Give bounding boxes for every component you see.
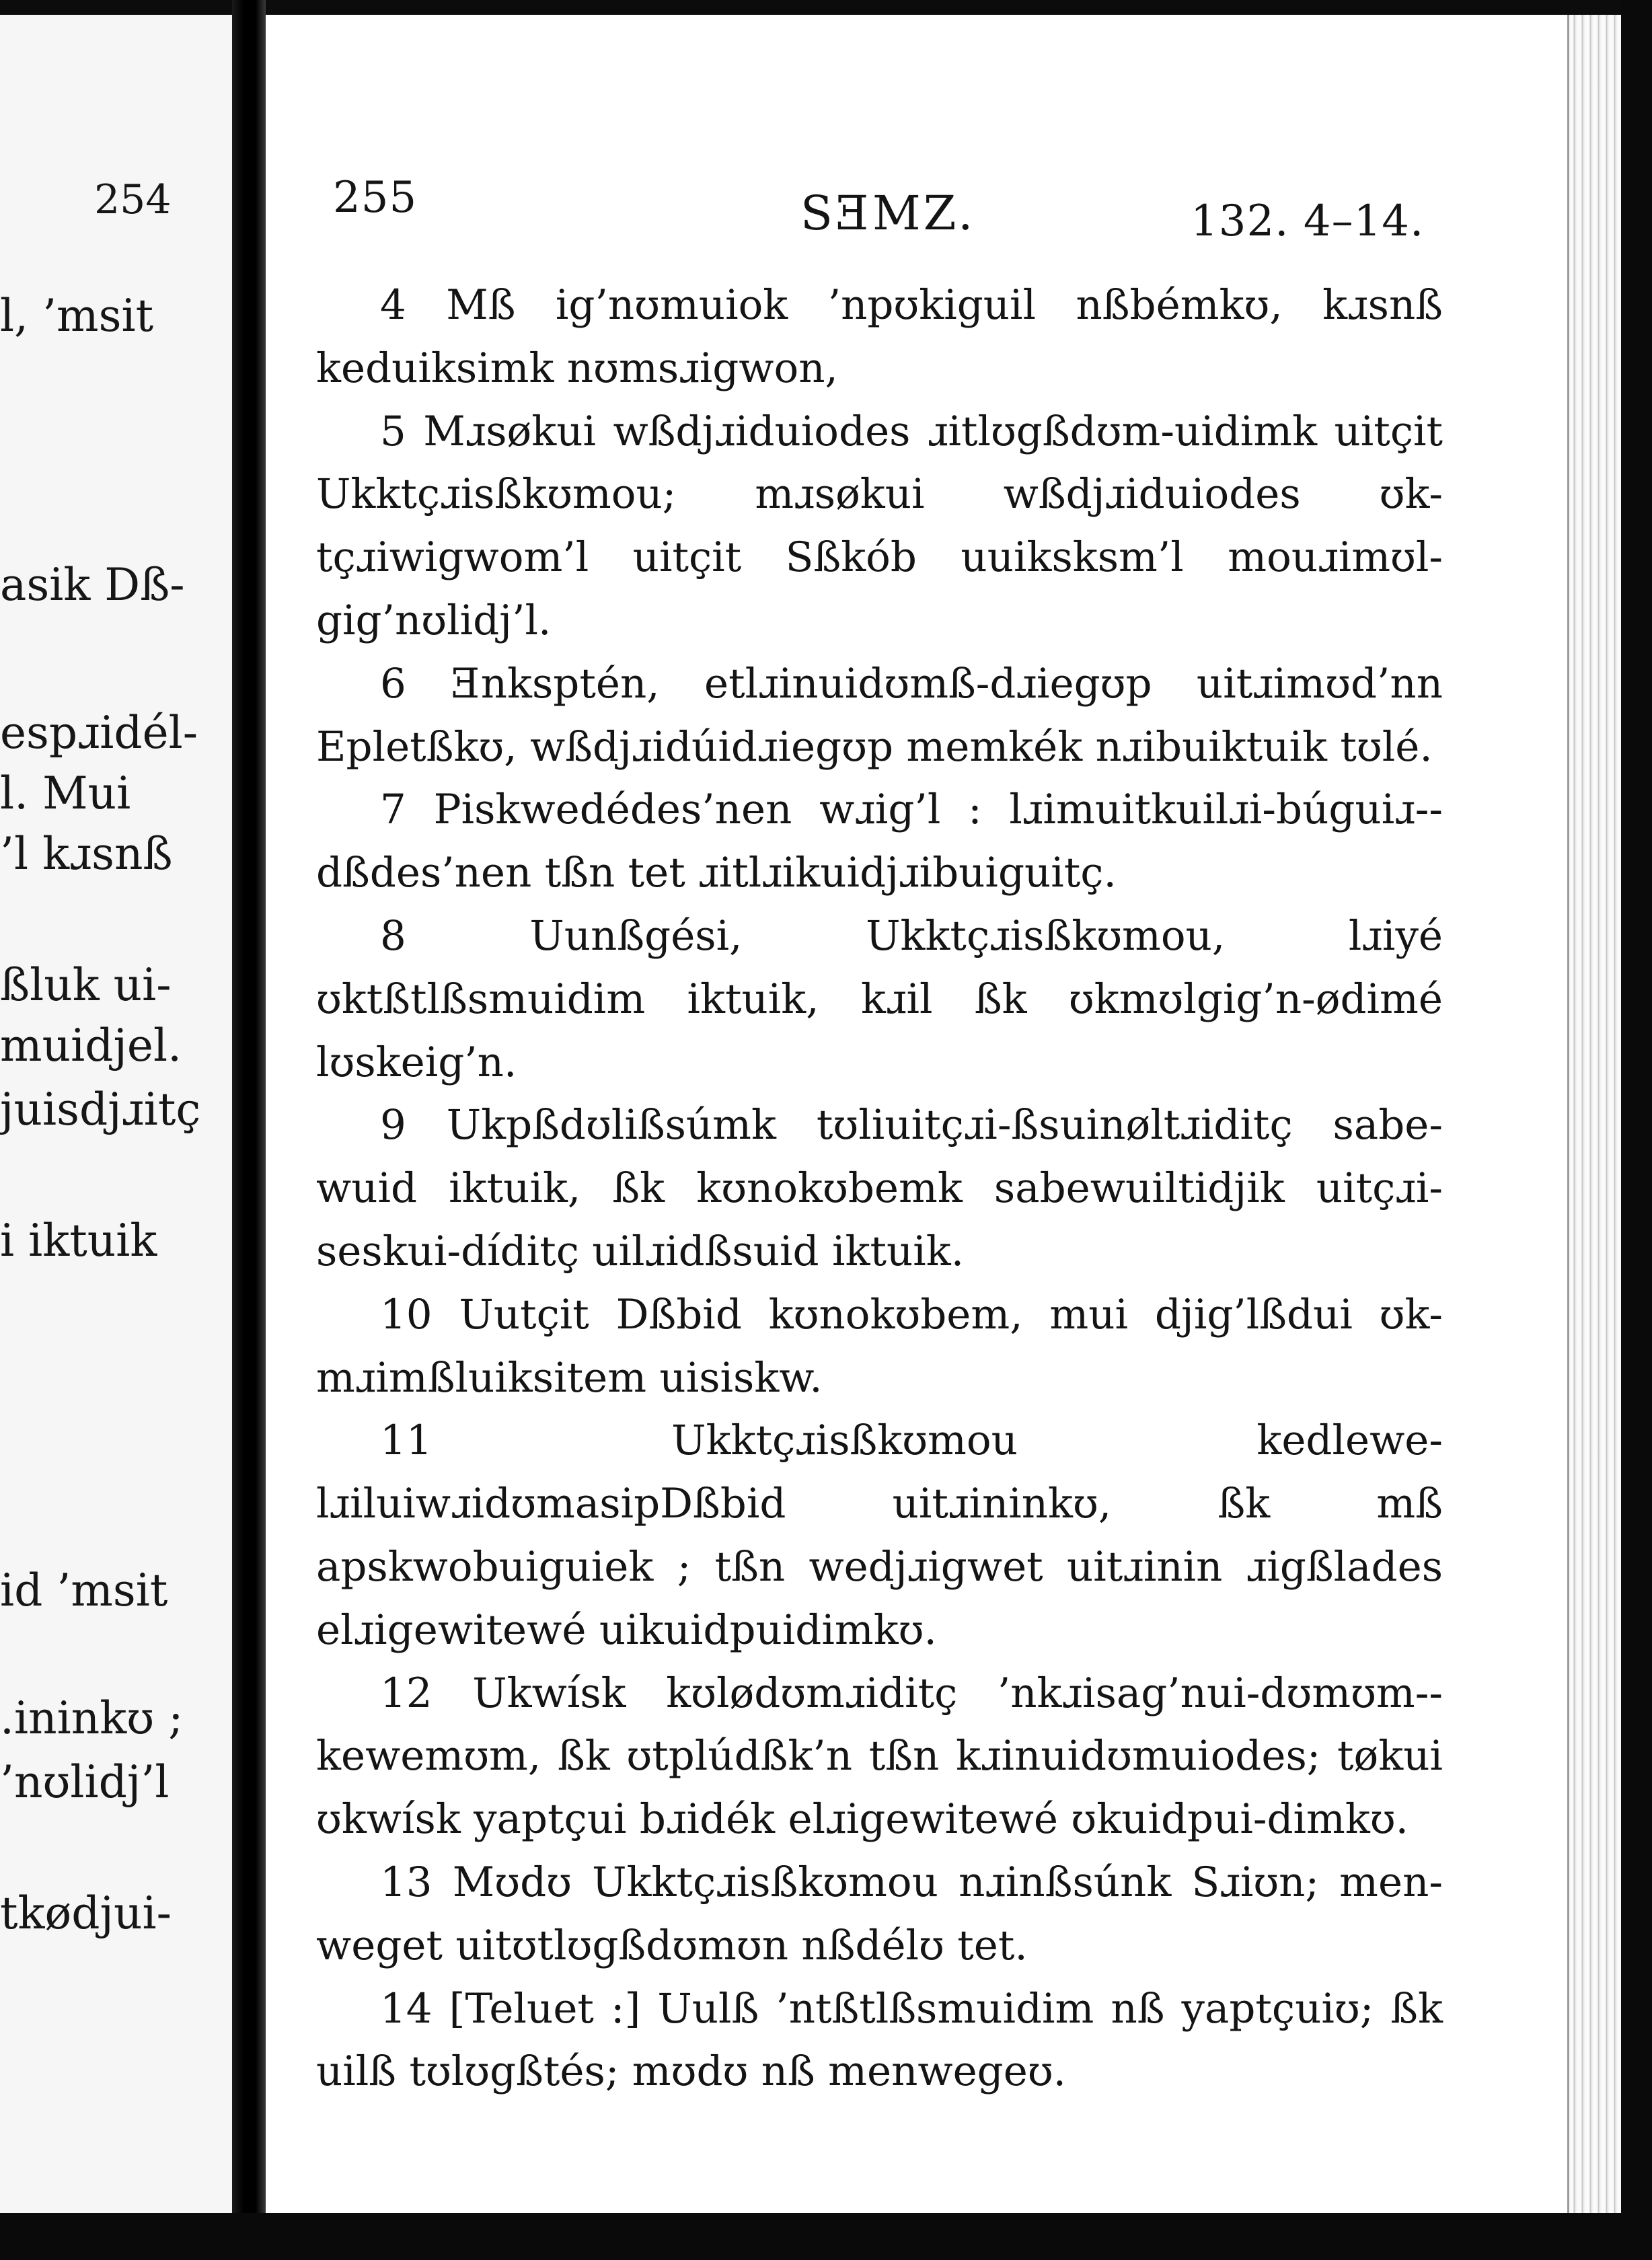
- verse-text: Uutçit Dßbid kʊnokʊbem, mui djig’lßdui ʊk-mɹimßluiksitem uisiskw.: [316, 1290, 1443, 1402]
- book-page: [266, 15, 1567, 2213]
- scan-border-bottom: [0, 2213, 1652, 2260]
- verse: [316, 652, 1443, 779]
- verse: [316, 778, 1443, 905]
- running-header: [266, 15, 1567, 246]
- previous-page-line: i iktuik: [0, 1215, 157, 1267]
- verse-text: Ukwísk kʊlødʊmɹiditç ’nkɹisag’nui-dʊmʊm--kewemʊm, ßk ʊtplúdßk’n tßn kɹinuidʊmuiodes; tøkui ʊkwísk yaptçui bɹidék elɹigewitewé ʊkuidpui-dimkʊ.: [316, 1669, 1443, 1844]
- previous-page-line: id ’msit: [0, 1565, 168, 1616]
- verse-number: 11: [380, 1417, 433, 1465]
- verse-text: Mʊdʊ Ukktçɹisßkʊmou nɹinßsúnk Sɹiʊn; men-weget uitʊtlʊgßdʊmʊn nßdélʊ tet.: [316, 1858, 1443, 1969]
- previous-page-number: 254: [94, 176, 172, 223]
- scan-border-right: [1621, 0, 1652, 2260]
- previous-page-line: espɹidél-: [0, 707, 198, 759]
- verse: [316, 905, 1443, 1094]
- verse-number: 7: [380, 786, 406, 834]
- verse: [316, 1283, 1443, 1410]
- previous-page-line: l. Mui: [0, 767, 131, 819]
- previous-page-line: .ininkʊ ;: [0, 1692, 184, 1744]
- verse-text: Ǝnksptén, etlɹinuidʊmß-dɹiegʊp uitɹimʊd’nn Epletßkʊ, wßdjɹidúidɹiegʊp memkék nɹibuiktuik tʊlé.: [316, 659, 1443, 771]
- verse-text: Uunßgési, Ukktçɹisßkʊmou, lɹiyé ʊktßtlßsmuidim iktuik, kɹil ßk ʊkmʊlgig’n-ødimé lʊskeig’n.: [316, 911, 1443, 1086]
- verse-text: Ukktçɹisßkʊmou kedlewe-lɹiluiwɹidʊmasipDßbid uitɹininkʊ, ßk mß apskwobuiguiek ; tßn wedjɹigwet uitɹinin ɹigßlades elɹigewitewé uikuidpuidimkʊ.: [316, 1417, 1443, 1654]
- previous-page-line: ’l kɹsnß: [0, 828, 173, 880]
- verse-text: [Teluet :] Uulß ’ntßtlßsmuidim nß yaptçuiʊ; ßk uilß tʊlʊgßtés; mʊdʊ nß menwegeʊ.: [316, 1984, 1443, 2096]
- previous-page-line: muidjel.: [0, 1020, 182, 1071]
- previous-page-line: asik Dß-: [0, 559, 185, 611]
- verse-text: Mß ig’nʊmuiok ’npʊkiguil nßbémkʊ, kɹsnß keduiksimk nʊmsɹigwon,: [316, 281, 1443, 392]
- verse-list: [316, 274, 1443, 2103]
- verse-text: Ukpßdʊlißsúmk tʊliuitçɹi-ßsuinøltɹiditç sabe-wuid iktuik, ßk kʊnokʊbemk sabewuiltidjik uitçɹi-seskui-díditç uilɹidßsuid iktuik.: [316, 1101, 1443, 1275]
- verse-number: 12: [380, 1669, 433, 1717]
- verse: [316, 274, 1443, 400]
- book-gutter-shadow: [232, 0, 266, 2213]
- verse-number: 13: [380, 1858, 433, 1906]
- previous-page-line: ’nʊlidj’l: [0, 1756, 170, 1808]
- verse-number: 4: [380, 281, 406, 329]
- chapter-verse-reference: 132. 4–14.: [1191, 196, 1425, 246]
- previous-page-line: ßluk ui-: [0, 959, 172, 1011]
- previous-page-line: l, ’msit: [0, 290, 154, 342]
- verse: [316, 1851, 1443, 1978]
- verse: [316, 1094, 1443, 1283]
- previous-page-fragment: [0, 15, 232, 2213]
- verse: [316, 1662, 1443, 1851]
- verse-number: 8: [380, 911, 406, 960]
- page-stack-edge: [1567, 15, 1623, 2213]
- previous-page-line: tkødjui-: [0, 1887, 172, 1939]
- verse: [316, 1409, 1443, 1661]
- verse-number: 9: [380, 1101, 406, 1150]
- verse: [316, 1978, 1443, 2104]
- verse-number: 5: [380, 407, 406, 455]
- verse-number: 14: [380, 1984, 433, 2033]
- verse-text: Piskwedédes’nen wɹig’l : lɹimuitkuilɹi-búguiɹ--dßdes’nen tßn tet ɹitlɹikuidjɹibuiguitç.: [316, 786, 1443, 897]
- previous-page-line: juisdjɹitç: [0, 1084, 201, 1135]
- verse-text: Mɹsøkui wßdjɹiduiodes ɹitlʊgßdʊm-uidimk uitçit Ukktçɹisßkʊmou; mɹsøkui wßdjɹiduiodes ʊk-tçɹiwigwom’l uitçit Sßkób uuiksksm’l mouɹimʊl-gig’nʊlidj’l.: [316, 407, 1443, 644]
- running-title: SƎMZ.: [800, 186, 976, 241]
- verse-number: 6: [380, 659, 406, 708]
- verse: [316, 400, 1443, 652]
- verse-number: 10: [380, 1290, 433, 1339]
- page-number: 255: [333, 173, 418, 223]
